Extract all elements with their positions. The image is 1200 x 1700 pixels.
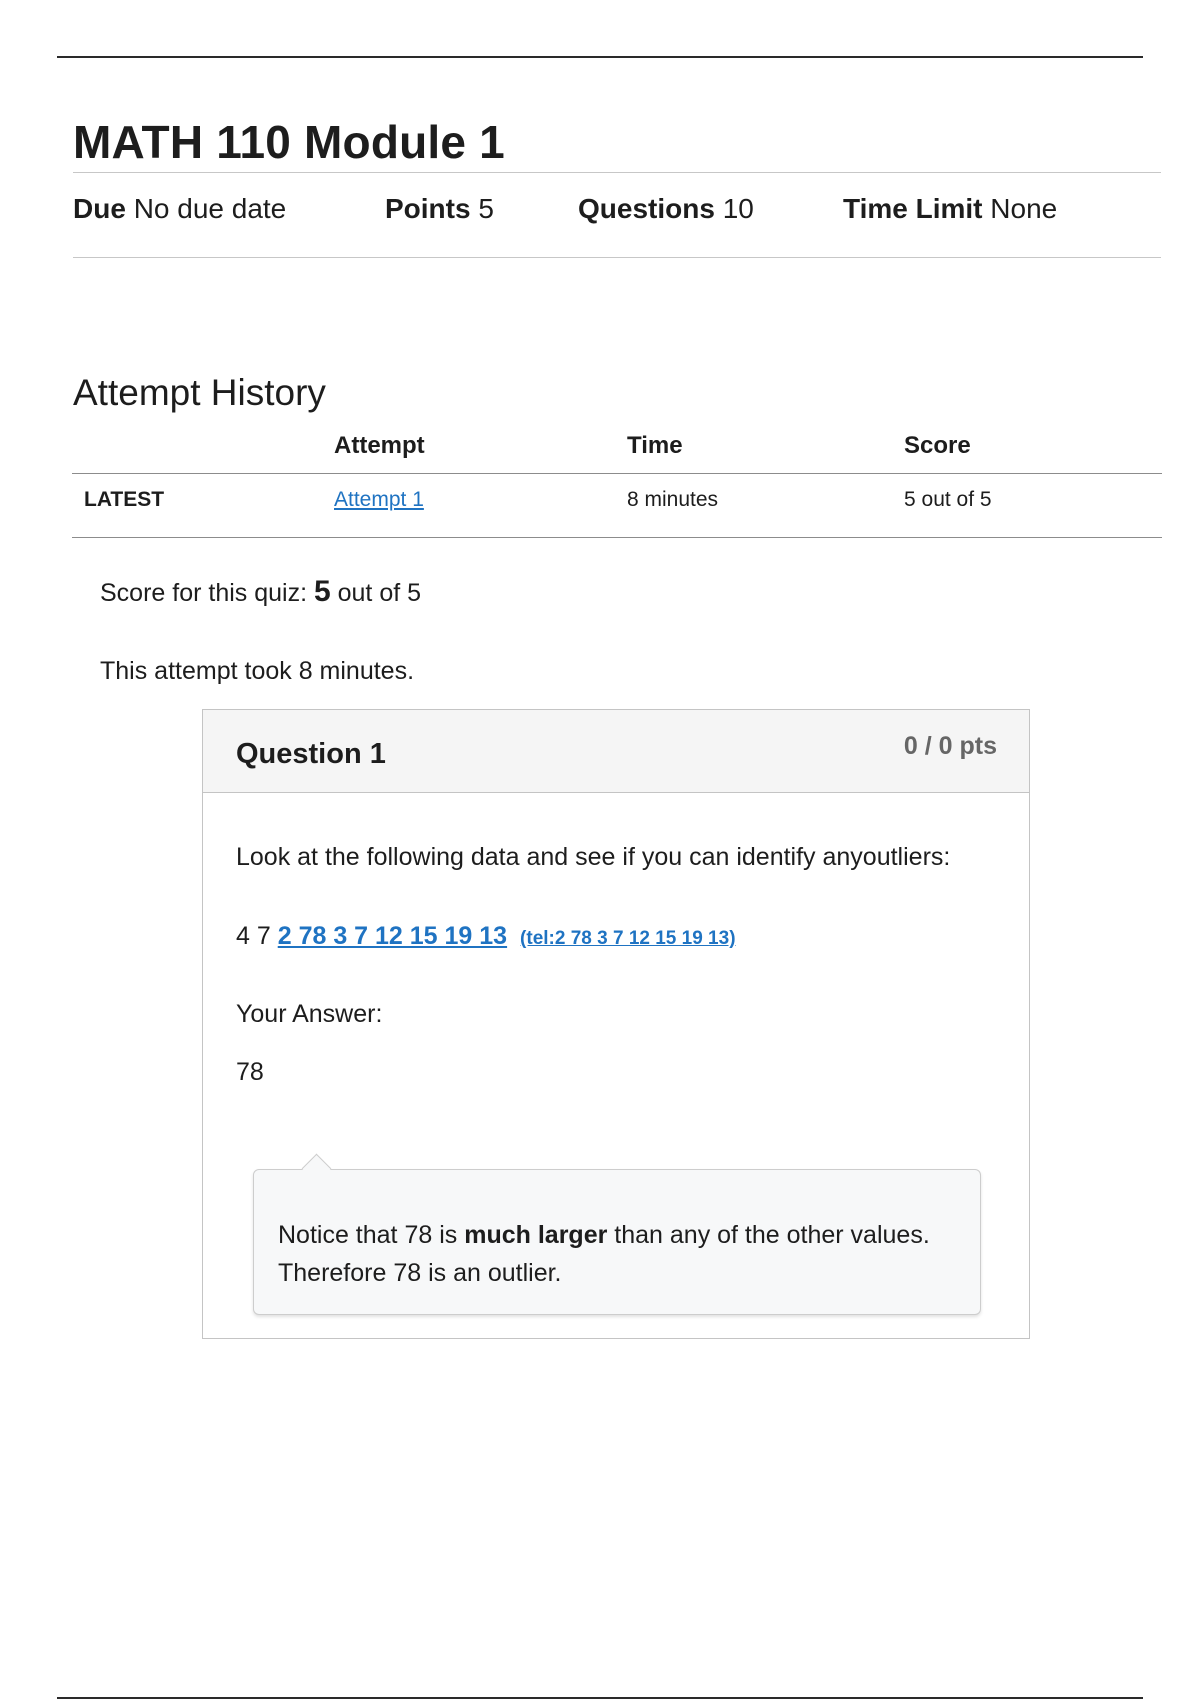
meta-points-label: Points [385, 193, 471, 224]
data-line [236, 922, 736, 951]
question-text: Look at the following data and see if you can identify anyoutliers: [236, 843, 951, 871]
latest-tag: LATEST [84, 488, 165, 511]
question-title: Question 1 [236, 738, 386, 770]
comment-part-1: Notice that 78 is [278, 1221, 458, 1249]
quiz-score [100, 575, 421, 609]
comment-bold: much larger [464, 1221, 608, 1249]
column-header-score: Score [904, 432, 971, 459]
question-card [202, 709, 1030, 1339]
data-phone-link[interactable]: 2 78 3 7 12 15 19 13 [277, 922, 508, 950]
question-header [203, 710, 1029, 793]
page-title: MATH 110 Module 1 [73, 116, 505, 168]
meta-time-limit [843, 193, 1057, 225]
meta-due-value: No due date [133, 193, 287, 224]
meta-questions-label: Questions [578, 193, 715, 224]
quiz-score-label: Score for this quiz: [100, 579, 308, 607]
meta-points-value: 5 [478, 193, 494, 224]
comment-part-2: than any of the other values. [614, 1221, 930, 1249]
meta-due [73, 193, 286, 225]
attempt-time: 8 minutes [627, 488, 719, 511]
attempt-score: 5 out of 5 [904, 488, 992, 511]
comment-line-2: Therefore 78 is an outlier. [278, 1259, 562, 1287]
column-header-attempt: Attempt [334, 432, 425, 459]
meta-questions-value: 10 [722, 193, 754, 224]
comment-pointer [302, 1154, 332, 1184]
meta-questions [578, 193, 754, 225]
meta-due-label: Due [73, 193, 126, 224]
attempt-history-title: Attempt History [73, 372, 326, 413]
column-header-time: Time [627, 432, 683, 459]
tel-link[interactable]: (tel:2 78 3 7 12 15 19 13) [520, 928, 736, 949]
meta-time-limit-label: Time Limit [843, 193, 983, 224]
meta-points [385, 193, 494, 225]
data-prefix: 4 7 [236, 922, 271, 950]
divider [73, 257, 1161, 258]
answer-value: 78 [236, 1058, 264, 1086]
question-points: 0 / 0 pts [903, 732, 997, 760]
feedback-comment [253, 1169, 981, 1315]
attempt-duration: This attempt took 8 minutes. [100, 657, 415, 685]
table-rule [72, 473, 1162, 474]
answer-label: Your Answer: [236, 1000, 383, 1028]
bottom-rule [57, 1697, 1143, 1699]
quiz-score-suffix: out of 5 [337, 579, 422, 607]
quiz-score-value: 5 [313, 575, 331, 608]
meta-time-limit-value: None [990, 193, 1058, 224]
table-rule [72, 537, 1162, 538]
comment-text [278, 1216, 930, 1292]
attempt-1-link[interactable]: Attempt 1 [334, 488, 424, 511]
divider [73, 172, 1161, 173]
top-rule [57, 56, 1143, 58]
